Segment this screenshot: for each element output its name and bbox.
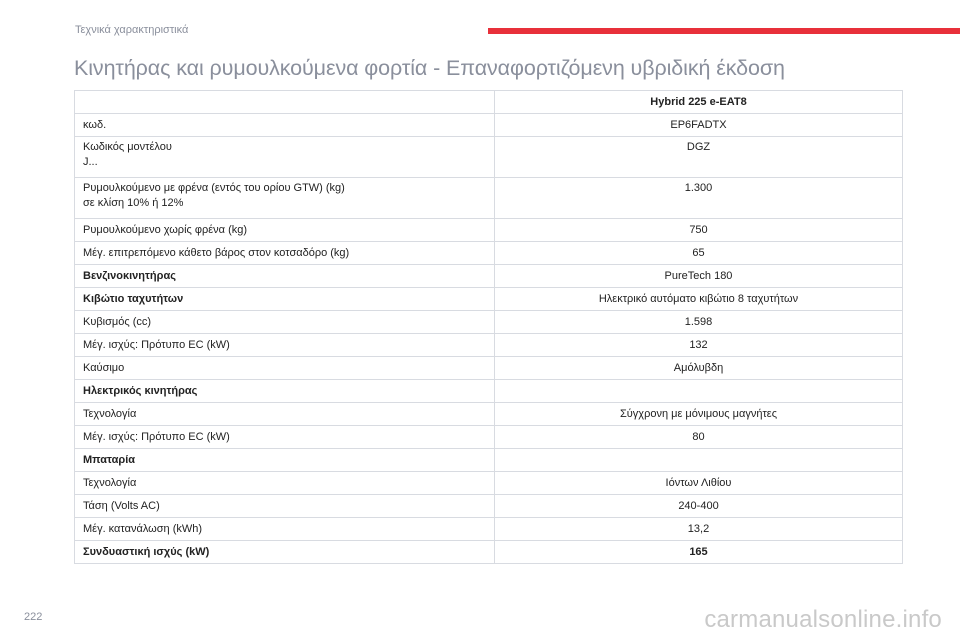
table-row	[75, 178, 903, 219]
table-row	[75, 311, 903, 334]
table-row	[75, 541, 903, 564]
row-label: Τεχνολογία	[75, 472, 495, 495]
table-row	[75, 265, 903, 288]
row-label-line2: σε κλίση 10% ή 12%	[83, 197, 184, 209]
model-header: Hybrid 225 e-EAT8	[495, 91, 903, 114]
row-value: EP6FADTX	[495, 114, 903, 137]
row-value: 13,2	[495, 518, 903, 541]
row-label: Τάση (Volts AC)	[75, 495, 495, 518]
row-label: Ρυμουλκούμενο με φρένα (εντός του ορίου GTW) (kg)	[83, 182, 345, 194]
table-row	[75, 426, 903, 449]
row-label-line2: J...	[83, 156, 98, 168]
row-label: Κωδικός μοντέλου	[83, 141, 172, 153]
watermark: carmanualsonline.info	[704, 606, 942, 633]
table-row	[75, 137, 903, 178]
row-value: 165	[495, 541, 903, 564]
table-header-row	[75, 91, 903, 114]
table-row	[75, 380, 903, 403]
row-value: Αμόλυβδη	[495, 357, 903, 380]
section-label: Τεχνικά χαρακτηριστικά	[75, 24, 189, 36]
spec-table	[74, 90, 903, 564]
row-label: Μέγ. επιτρεπόμενο κάθετο βάρος στον κοτσαδόρο (kg)	[75, 242, 495, 265]
section-row-label: Βενζινοκινητήρας	[75, 265, 495, 288]
table-row	[75, 518, 903, 541]
table-row	[75, 403, 903, 426]
row-value: 750	[495, 219, 903, 242]
row-label: Μέγ. κατανάλωση (kWh)	[75, 518, 495, 541]
row-value: PureTech 180	[495, 265, 903, 288]
page-number: 222	[24, 611, 43, 623]
row-value: 132	[495, 334, 903, 357]
table-row	[75, 219, 903, 242]
row-value: 80	[495, 426, 903, 449]
table-row	[75, 449, 903, 472]
row-label: Μέγ. ισχύς: Πρότυπο EC (kW)	[75, 426, 495, 449]
table-row	[75, 334, 903, 357]
row-value: Ιόντων Λιθίου	[495, 472, 903, 495]
section-row-label: Μπαταρία	[75, 449, 495, 472]
table-row	[75, 242, 903, 265]
table-header-empty-cell	[75, 91, 495, 114]
row-value: 1.300	[495, 178, 903, 219]
section-row-label: Συνδυαστική ισχύς (kW)	[75, 541, 495, 564]
header-accent-bar	[488, 28, 960, 34]
row-label: Μέγ. ισχύς: Πρότυπο EC (kW)	[75, 334, 495, 357]
row-value: 1.598	[495, 311, 903, 334]
page-title: Κινητήρας και ρυμουλκούμενα φορτία - Επαναφορτιζόμενη υβριδική έκδοση	[74, 56, 785, 80]
section-row-label: Ηλεκτρικός κινητήρας	[75, 380, 495, 403]
row-value: 240-400	[495, 495, 903, 518]
row-label: Καύσιμο	[75, 357, 495, 380]
row-value	[495, 380, 903, 403]
row-label: κωδ.	[75, 114, 495, 137]
table-row	[75, 288, 903, 311]
table-row	[75, 472, 903, 495]
row-label: Τεχνολογία	[75, 403, 495, 426]
row-value: 65	[495, 242, 903, 265]
table-row	[75, 114, 903, 137]
row-label-cell	[75, 137, 495, 178]
table-row	[75, 357, 903, 380]
row-label: Κυβισμός (cc)	[75, 311, 495, 334]
section-row-label: Κιβώτιο ταχυτήτων	[75, 288, 495, 311]
row-value	[495, 449, 903, 472]
row-value: Ηλεκτρικό αυτόματο κιβώτιο 8 ταχυτήτων	[495, 288, 903, 311]
row-value: DGZ	[495, 137, 903, 178]
row-label: Ρυμουλκούμενο χωρίς φρένα (kg)	[75, 219, 495, 242]
row-label-cell	[75, 178, 495, 219]
row-value: Σύγχρονη με μόνιμους μαγνήτες	[495, 403, 903, 426]
table-row	[75, 495, 903, 518]
